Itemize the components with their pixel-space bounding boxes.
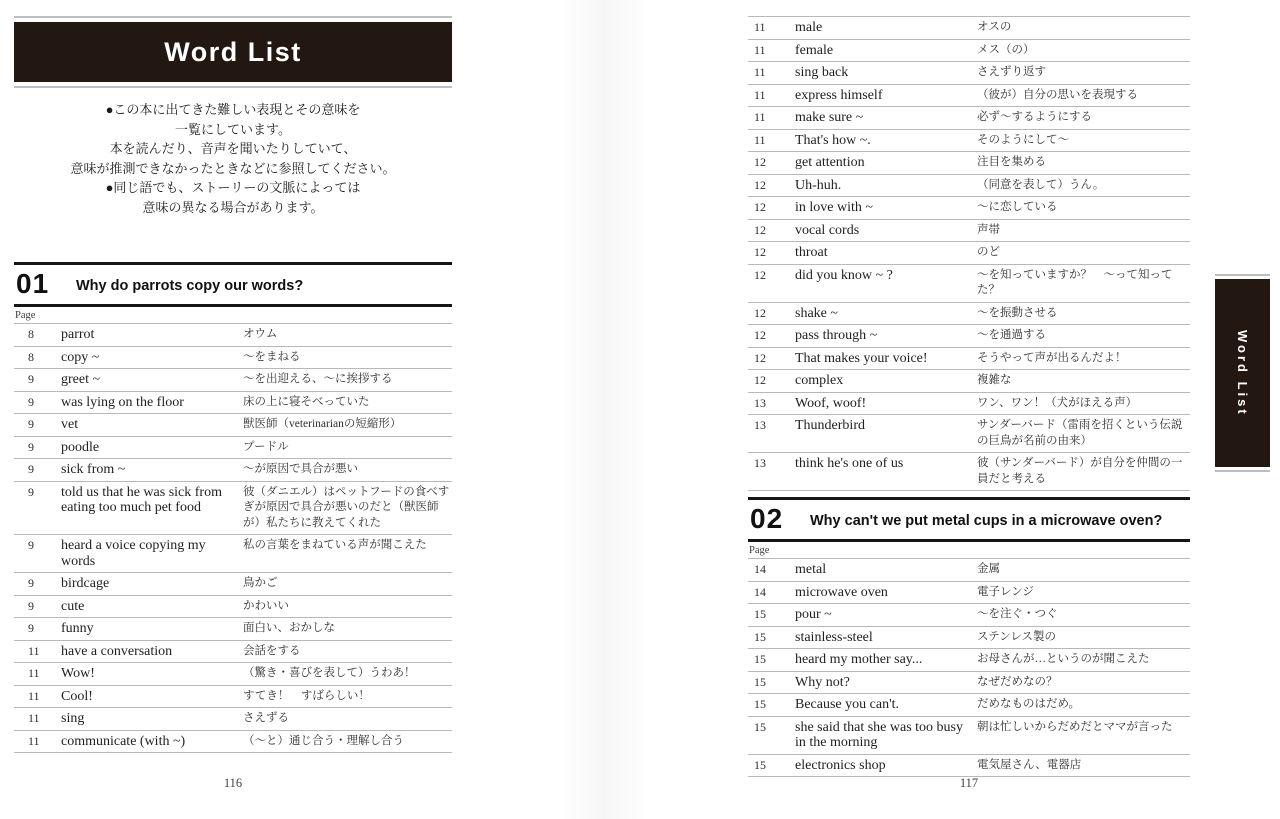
table-row bbox=[14, 663, 452, 686]
cell-page-ref: 14 bbox=[754, 584, 766, 599]
cell-english: in love with ~ bbox=[795, 200, 873, 215]
cell-japanese: 金属 bbox=[977, 563, 1000, 575]
cell-english: female bbox=[795, 42, 834, 58]
cell-english: get attention bbox=[795, 155, 865, 170]
cell-page-ref: 11 bbox=[28, 643, 40, 658]
cell-page-ref: 11 bbox=[754, 87, 766, 102]
table-row bbox=[748, 694, 1190, 717]
banner-bottom-rule bbox=[14, 86, 452, 88]
cell-english: heard my mother say... bbox=[795, 652, 923, 667]
table-row bbox=[14, 437, 452, 460]
section-01-header bbox=[14, 262, 452, 307]
word-table-01-cont bbox=[748, 16, 1190, 491]
section-number: 02 bbox=[750, 503, 784, 534]
cell-english: greet ~ bbox=[61, 372, 101, 387]
cell-japanese: ～を注ぐ・つぐ bbox=[977, 608, 1058, 620]
cell-japanese: そうやって声が出るんだよ！ bbox=[977, 351, 1127, 364]
table-row bbox=[748, 370, 1190, 393]
cell-page-ref: 15 bbox=[754, 697, 766, 711]
cell-page-ref: 11 bbox=[28, 688, 40, 703]
cell-japanese: 私の言葉をまねている声が聞こえた bbox=[243, 539, 427, 551]
side-tab-label: Word List bbox=[1235, 329, 1250, 417]
intro-line: 意味の異なる場合があります。 bbox=[142, 199, 324, 215]
word-table-01 bbox=[14, 324, 452, 753]
cell-english: Thunderbird bbox=[795, 418, 865, 433]
cell-japanese: ～を振動させる bbox=[977, 306, 1058, 319]
cell-japanese: サンダーバード（雷雨を招くという伝説の巨鳥が名前の由来） bbox=[977, 419, 1183, 447]
section-02-header bbox=[748, 497, 1190, 542]
cell-page-ref: 9 bbox=[28, 538, 34, 552]
cell-english: communicate (with ~) bbox=[61, 733, 186, 749]
right-page bbox=[748, 16, 1190, 819]
table-row bbox=[748, 175, 1190, 198]
section-title: Why do parrots copy our words? bbox=[76, 278, 304, 294]
cell-japanese: （驚き・喜びを表して）うわあ！ bbox=[243, 667, 416, 679]
intro-line: 意味が推測できなかったときなどに参照してください。 bbox=[70, 160, 396, 176]
cell-page-ref: 11 bbox=[754, 42, 766, 57]
cell-english: told us that he was sick from eating too much pet food bbox=[61, 484, 222, 515]
cell-japanese: 彼（サンダーバード）が自分を仲間の一員だと考える bbox=[977, 457, 1183, 485]
cell-page-ref: 12 bbox=[754, 245, 766, 259]
cell-page-ref: 9 bbox=[28, 417, 34, 431]
table-row bbox=[748, 85, 1190, 108]
cell-english: Woof, woof! bbox=[795, 395, 867, 411]
table-row bbox=[748, 582, 1190, 605]
cell-japanese: ～を知っていますか？ ～って知ってた？ bbox=[977, 268, 1173, 296]
table-row bbox=[748, 152, 1190, 175]
table-row bbox=[748, 672, 1190, 695]
cell-japanese: さえずる bbox=[243, 712, 289, 724]
cell-page-ref: 13 bbox=[754, 418, 766, 432]
table-row bbox=[14, 708, 452, 731]
table-row bbox=[14, 618, 452, 641]
table-row bbox=[14, 535, 452, 573]
cell-page-ref: 9 bbox=[28, 621, 34, 635]
table-row bbox=[748, 303, 1190, 326]
cell-japanese: ～を通過する bbox=[977, 329, 1046, 341]
cell-english: Uh-huh. bbox=[795, 177, 842, 193]
cell-japanese: オスの bbox=[977, 21, 1012, 33]
cell-japanese: そのようにして～ bbox=[977, 133, 1069, 146]
cell-english: That's how ~. bbox=[795, 132, 871, 148]
cell-page-ref: 9 bbox=[28, 484, 34, 499]
cell-japanese: なぜだめなの？ bbox=[977, 675, 1058, 688]
cell-page-ref: 12 bbox=[754, 267, 766, 282]
table-row bbox=[748, 415, 1190, 453]
page-column-label: Page bbox=[748, 542, 1190, 559]
cell-page-ref: 13 bbox=[754, 395, 766, 410]
cell-english: Wow! bbox=[61, 666, 95, 681]
table-row bbox=[14, 459, 452, 482]
cell-english: poodle bbox=[61, 439, 100, 455]
cell-page-ref: 11 bbox=[754, 65, 766, 79]
table-row bbox=[14, 392, 452, 415]
table-row bbox=[14, 324, 452, 347]
table-row bbox=[748, 265, 1190, 303]
table-row bbox=[748, 40, 1190, 63]
cell-page-ref: 11 bbox=[754, 132, 766, 147]
cell-english: electronics shop bbox=[795, 757, 886, 773]
intro-text bbox=[14, 100, 452, 217]
cell-english: microwave oven bbox=[795, 584, 888, 600]
section-01 bbox=[14, 262, 452, 753]
table-row bbox=[748, 649, 1190, 672]
cell-page-ref: 12 bbox=[754, 350, 766, 365]
cell-japanese: すてき！ すばらしい！ bbox=[243, 689, 370, 702]
cell-japanese: 床の上に寝そべっていた bbox=[243, 395, 370, 408]
table-row bbox=[748, 107, 1190, 130]
cell-english: Why not? bbox=[795, 674, 850, 690]
cell-english: complex bbox=[795, 373, 844, 388]
tab-top-rule bbox=[1215, 274, 1270, 276]
cell-japanese: （彼が）自分の思いを表現する bbox=[977, 88, 1138, 101]
cell-japanese: 彼（ダニエル）はペットフードの食べすぎが原因で具合が悪いのだと（獣医師が）私たちに教えてくれた bbox=[243, 485, 450, 529]
cell-japanese: メス（の） bbox=[977, 43, 1035, 56]
cell-english: sing bbox=[61, 711, 85, 726]
table-row bbox=[748, 393, 1190, 416]
cell-japanese: ワン、ワン！（犬がほえる声） bbox=[977, 396, 1138, 409]
banner-top-rule bbox=[14, 16, 452, 18]
table-row bbox=[14, 641, 452, 664]
cell-japanese: ～をまねる bbox=[243, 350, 301, 363]
cell-english: she said that she was too busy in the morning bbox=[795, 719, 963, 750]
cell-page-ref: 11 bbox=[28, 733, 40, 748]
cell-japanese: 鳥かご bbox=[243, 577, 278, 589]
cell-english: was lying on the floor bbox=[61, 394, 184, 410]
cell-english: vocal cords bbox=[795, 222, 860, 238]
cell-japanese: プードル bbox=[243, 440, 289, 453]
intro-line: ●この本に出てきた難しい表現とその意味を bbox=[105, 102, 361, 117]
cell-english: pass through ~ bbox=[795, 328, 878, 343]
table-row bbox=[748, 559, 1190, 582]
cell-japanese: のど bbox=[977, 246, 1000, 258]
cell-page-ref: 9 bbox=[28, 462, 34, 476]
section-number: 01 bbox=[16, 268, 50, 299]
cell-japanese: 電気屋さん、電器店 bbox=[977, 758, 1082, 771]
cell-english: Cool! bbox=[61, 688, 93, 704]
table-row bbox=[14, 414, 452, 437]
table-row bbox=[748, 242, 1190, 265]
cell-japanese: 獣医師（veterinarianの短縮形） bbox=[243, 418, 402, 430]
cell-page-ref: 8 bbox=[28, 349, 34, 364]
table-row bbox=[748, 220, 1190, 243]
cell-english: male bbox=[795, 20, 823, 35]
cell-page-ref: 12 bbox=[754, 328, 766, 342]
cell-page-ref: 12 bbox=[754, 200, 766, 214]
cell-english: throat bbox=[795, 245, 828, 260]
tab-box bbox=[1215, 279, 1270, 467]
cell-page-ref: 12 bbox=[754, 373, 766, 387]
cell-japanese: （～と）通じ合う・理解し合う bbox=[243, 734, 404, 747]
page-gutter-shadow bbox=[560, 0, 650, 819]
cell-english: pour ~ bbox=[795, 607, 832, 622]
table-row bbox=[14, 347, 452, 370]
cell-page-ref: 15 bbox=[754, 757, 766, 772]
cell-japanese: 声帯 bbox=[977, 223, 1000, 236]
cell-english: sick from ~ bbox=[61, 462, 126, 477]
cell-english: heard a voice copying my words bbox=[61, 538, 206, 569]
cell-page-ref: 9 bbox=[28, 394, 34, 409]
cell-page-ref: 9 bbox=[28, 372, 34, 386]
cell-page-ref: 11 bbox=[28, 711, 40, 725]
cell-page-ref: 12 bbox=[754, 305, 766, 320]
table-row bbox=[14, 369, 452, 392]
section-title: Why can't we put metal cups in a microwave oven? bbox=[810, 513, 1163, 529]
cell-english: copy ~ bbox=[61, 349, 100, 365]
table-row bbox=[748, 717, 1190, 755]
cell-english: make sure ~ bbox=[795, 110, 864, 125]
cell-english: did you know ~ ? bbox=[795, 267, 893, 283]
cell-page-ref: 11 bbox=[754, 110, 766, 124]
cell-page-ref: 15 bbox=[754, 629, 766, 644]
cell-japanese: （同意を表して）うん。 bbox=[977, 178, 1105, 191]
cell-japanese: 会話をする bbox=[243, 644, 301, 657]
table-row bbox=[14, 573, 452, 596]
cell-page-ref: 12 bbox=[754, 155, 766, 169]
word-list-banner bbox=[14, 22, 452, 82]
cell-english: shake ~ bbox=[795, 305, 838, 321]
cell-english: Because you can't. bbox=[795, 697, 899, 712]
cell-page-ref: 9 bbox=[28, 439, 34, 454]
left-page bbox=[14, 16, 452, 819]
table-row bbox=[748, 62, 1190, 85]
cell-page-ref: 15 bbox=[754, 719, 766, 734]
cell-japanese: お母さんが…というのが聞こえた bbox=[977, 653, 1150, 665]
cell-page-ref: 15 bbox=[754, 652, 766, 666]
table-row bbox=[748, 325, 1190, 348]
cell-english: express himself bbox=[795, 87, 883, 103]
cell-english: funny bbox=[61, 621, 94, 636]
cell-japanese: かわいい bbox=[243, 599, 289, 612]
cell-japanese: 複雑な bbox=[977, 374, 1012, 386]
cell-page-ref: 12 bbox=[754, 222, 766, 237]
table-row bbox=[14, 686, 452, 709]
table-row bbox=[748, 348, 1190, 371]
cell-japanese: 朝は忙しいからだめだとママが言った bbox=[977, 720, 1173, 733]
cell-page-ref: 11 bbox=[28, 666, 40, 680]
table-row bbox=[748, 197, 1190, 220]
cell-english: cute bbox=[61, 598, 85, 614]
table-row bbox=[748, 604, 1190, 627]
cell-japanese: だめなものはだめ。 bbox=[977, 698, 1081, 710]
cell-japanese: ～を出迎える、～に挨拶する bbox=[243, 373, 393, 385]
cell-english: That makes your voice! bbox=[795, 350, 928, 366]
table-row bbox=[748, 130, 1190, 153]
cell-japanese: オウム bbox=[243, 328, 278, 340]
cell-japanese: 必ず～するようにする bbox=[977, 111, 1092, 123]
cell-page-ref: 12 bbox=[754, 177, 766, 192]
cell-japanese: 面白い、おかしな bbox=[243, 622, 335, 634]
cell-page-ref: 9 bbox=[28, 576, 34, 590]
page-column-label: Page bbox=[14, 307, 452, 324]
cell-japanese: さえずり返す bbox=[977, 66, 1046, 78]
table-row bbox=[14, 596, 452, 619]
cell-page-ref: 8 bbox=[28, 327, 34, 341]
cell-japanese: 注目を集める bbox=[977, 156, 1046, 168]
cell-english: parrot bbox=[61, 327, 95, 342]
cell-english: vet bbox=[61, 417, 79, 432]
section-01-continued bbox=[748, 16, 1190, 777]
section-02 bbox=[748, 497, 1190, 777]
word-list-side-tab bbox=[1215, 274, 1270, 472]
intro-line: 一覧にしています。 bbox=[175, 121, 291, 137]
table-row bbox=[748, 453, 1190, 491]
word-table-02 bbox=[748, 559, 1190, 777]
cell-japanese: ～が原因で具合が悪い bbox=[243, 463, 358, 475]
cell-english: metal bbox=[795, 562, 827, 577]
table-row bbox=[14, 731, 452, 754]
cell-japanese: 電子レンジ bbox=[977, 585, 1034, 598]
cell-page-ref: 9 bbox=[28, 598, 34, 613]
cell-japanese: ステンレス製の bbox=[977, 630, 1057, 643]
cell-page-ref: 11 bbox=[754, 20, 766, 34]
cell-english: sing back bbox=[795, 65, 849, 80]
cell-english: birdcage bbox=[61, 576, 110, 591]
intro-line: 本を読んだり、音声を聞いたりしていて、 bbox=[109, 141, 357, 156]
cell-page-ref: 15 bbox=[754, 607, 766, 621]
table-row bbox=[748, 17, 1190, 40]
intro-line: ●同じ語でも、ストーリーの文脈によっては bbox=[105, 180, 361, 195]
cell-page-ref: 14 bbox=[754, 562, 766, 576]
cell-english: stainless-steel bbox=[795, 629, 873, 645]
cell-page-ref: 15 bbox=[754, 674, 766, 689]
cell-page-ref: 13 bbox=[754, 456, 766, 470]
table-row bbox=[748, 627, 1190, 650]
cell-japanese: ～に恋している bbox=[977, 201, 1058, 213]
page-number-left: 116 bbox=[223, 776, 243, 790]
table-row bbox=[748, 755, 1190, 778]
tab-bottom-rule bbox=[1215, 470, 1270, 472]
cell-english: think he's one of us bbox=[795, 456, 904, 471]
page-number-right: 117 bbox=[959, 776, 979, 790]
table-row bbox=[14, 482, 452, 536]
cell-english: have a conversation bbox=[61, 643, 173, 659]
banner-title: Word List bbox=[164, 36, 302, 67]
